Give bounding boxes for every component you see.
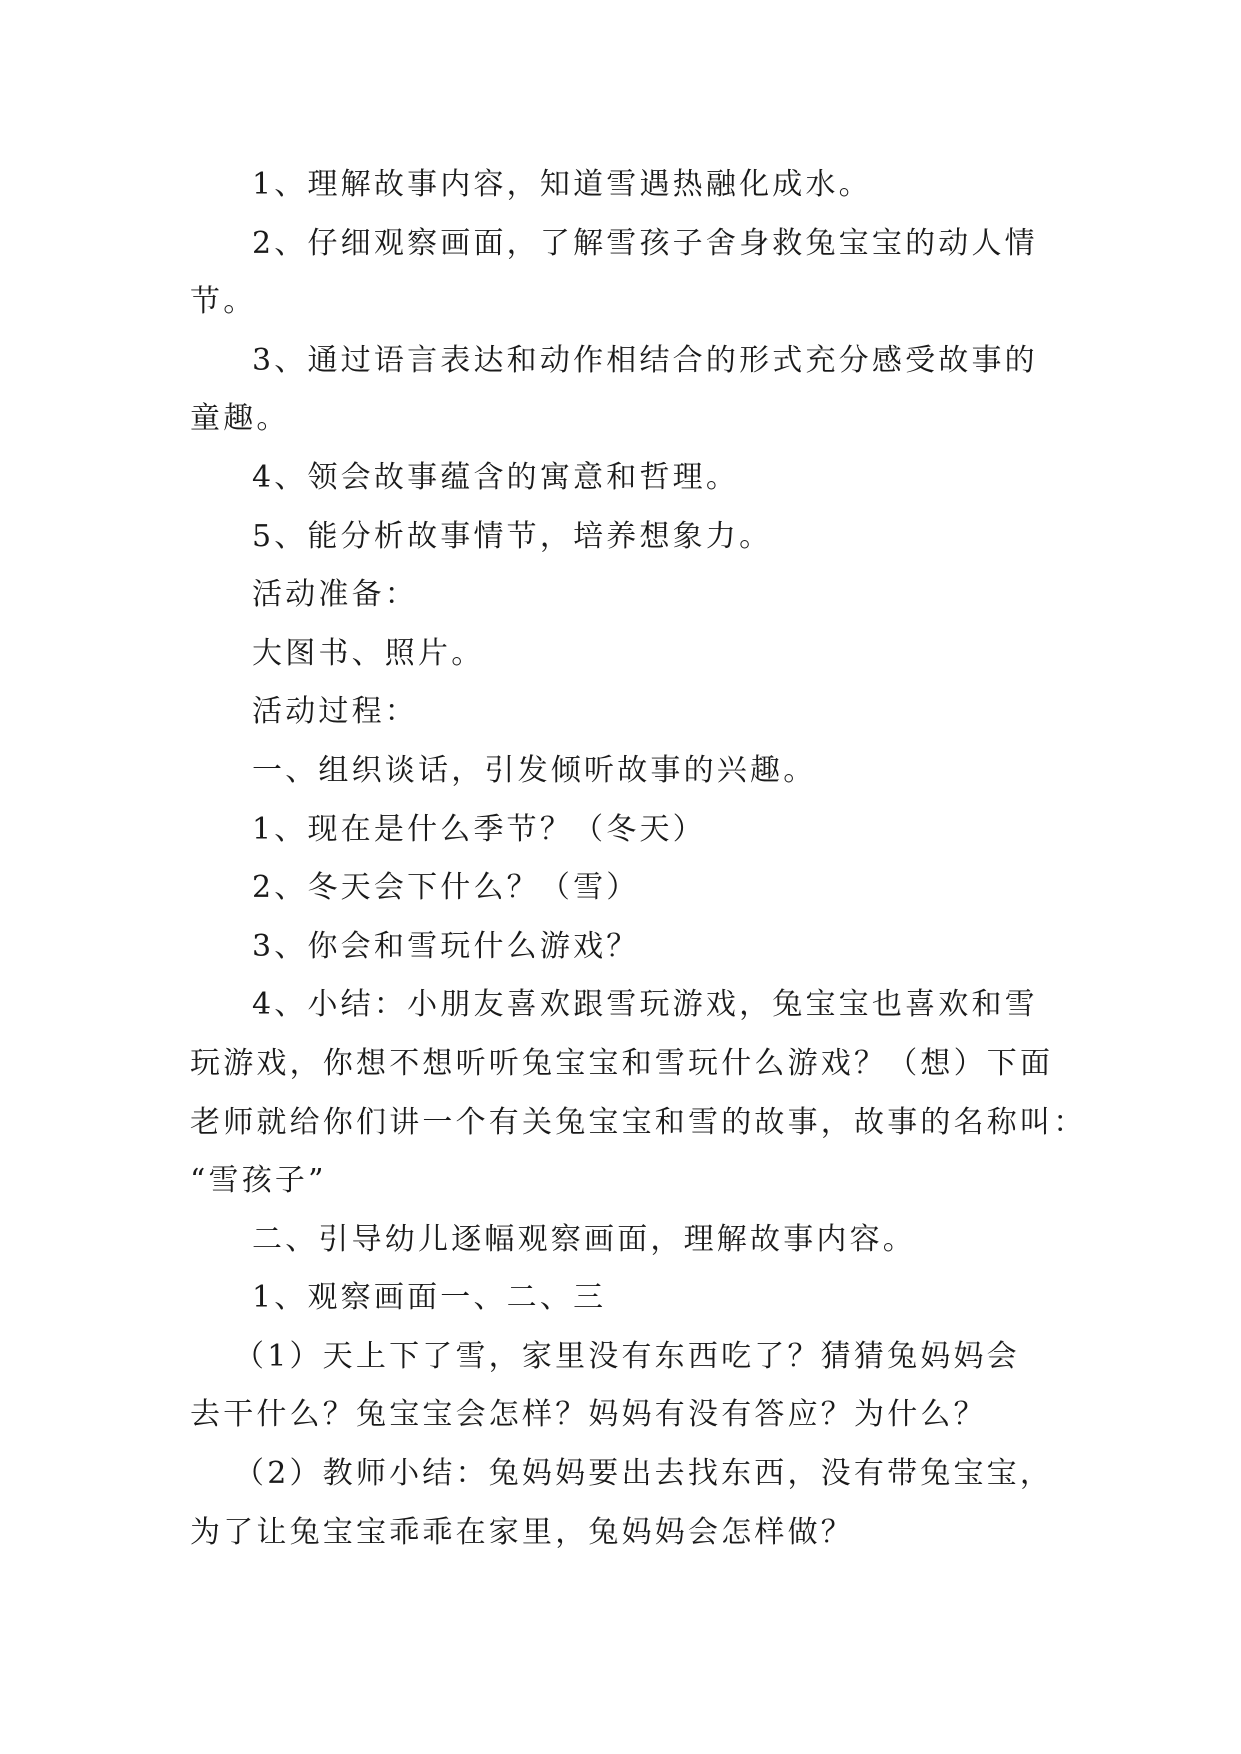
section-heading: 活动准备： [252,577,418,613]
paragraph-line: 二、引导幼儿逐幅观察画面，理解故事内容。 [252,1221,916,1257]
paragraph-line: 一、组织谈话，引发倾听故事的兴趣。 [252,752,817,788]
paragraph-line: （2）教师小结：兔妈妈要出去找东西，没有带兔宝宝， [234,1456,1054,1492]
paragraph-line: “雪孩子” [190,1163,327,1199]
section-heading: 活动过程： [252,694,418,730]
paragraph-line: 为了让兔宝宝乖乖在家里，兔妈妈会怎样做？ [190,1514,854,1550]
paragraph-line: （1）天上下了雪，家里没有东西吃了？猜猜兔妈妈会 [234,1338,1020,1374]
paragraph-line: 1、观察画面一、二、三 [252,1280,607,1316]
paragraph-line: 1、现在是什么季节？（冬天） [252,811,706,847]
paragraph-line: 老师就给你们讲一个有关兔宝宝和雪的故事，故事的名称叫： [190,1104,1087,1140]
paragraph-line: 童趣。 [190,401,290,437]
paragraph-line: 2、仔细观察画面，了解雪孩子舍身救兔宝宝的动人情 [252,225,1038,261]
paragraph-line: 1、理解故事内容，知道雪遇热融化成水。 [252,167,872,202]
paragraph-line: 5、能分析故事情节，培养想象力。 [252,518,773,554]
paragraph-line: 4、领会故事蕴含的寓意和哲理。 [252,459,740,495]
paragraph-line: 大图书、照片。 [252,635,485,671]
paragraph-line: 4、小结：小朋友喜欢跟雪玩游戏，兔宝宝也喜欢和雪 [252,987,1038,1023]
paragraph-line: 玩游戏，你想不想听听兔宝宝和雪玩什么游戏？（想）下面 [190,1045,1054,1081]
document-body [190,156,1087,1562]
paragraph-line: 去干什么？兔宝宝会怎样？妈妈有没有答应？为什么？ [190,1397,987,1433]
paragraph-line: 2、冬天会下什么？（雪） [252,870,640,906]
paragraph-line: 节。 [190,284,257,320]
paragraph-line: 3、通过语言表达和动作相结合的形式充分感受故事的 [252,342,1038,378]
paragraph-line: 3、你会和雪玩什么游戏？ [252,928,640,964]
